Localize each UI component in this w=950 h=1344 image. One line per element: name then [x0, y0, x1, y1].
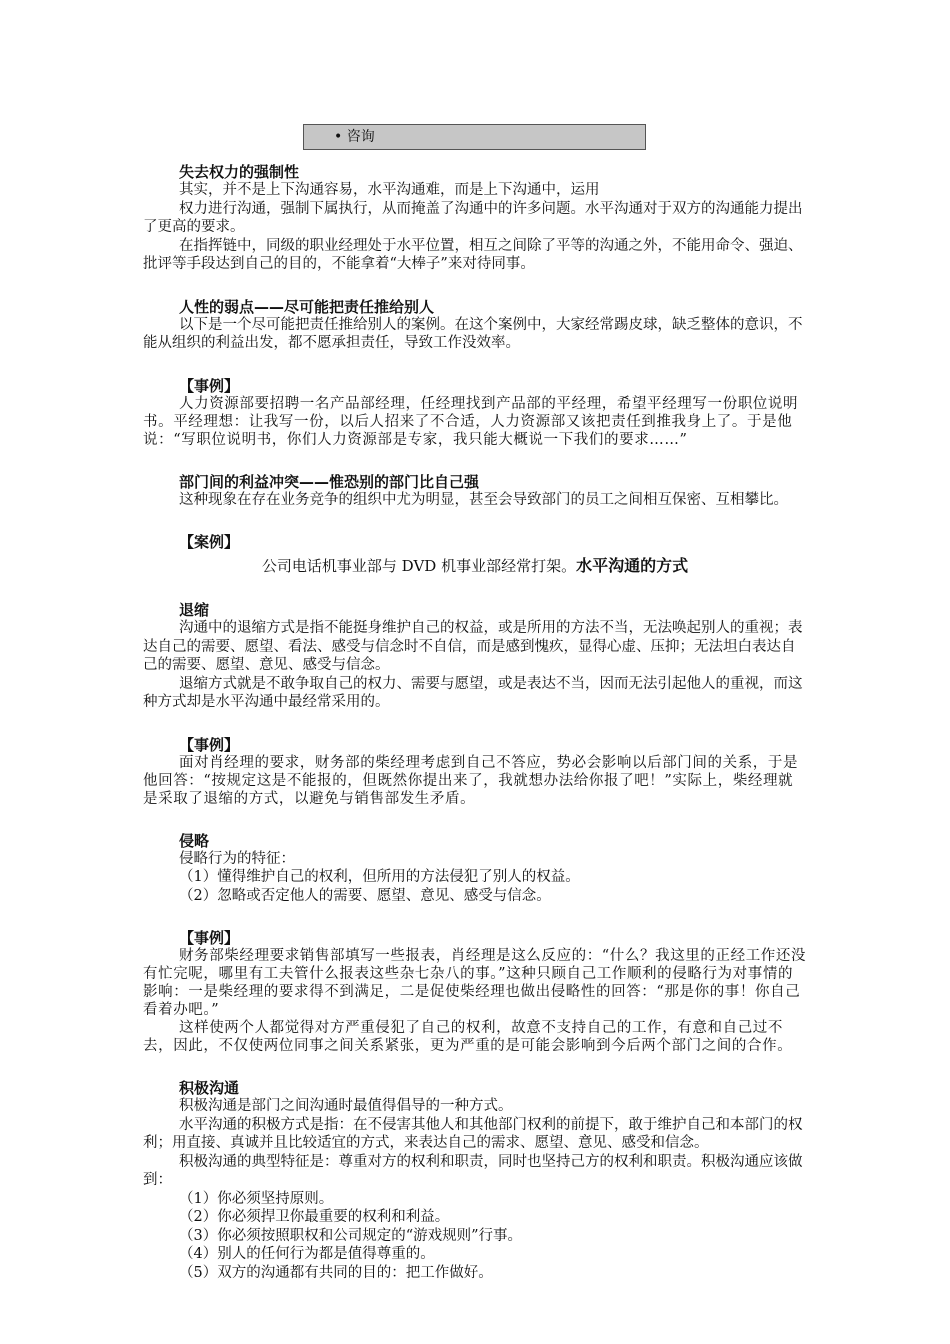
- paragraph: 这种现象在存在业务竞争的组织中尤为明显，甚至会导致部门的员工之间相互保密、互相攀比。: [179, 491, 788, 508]
- section-title: 人性的弱点——尽可能把责任推给别人: [179, 297, 435, 316]
- section-title: 退缩: [179, 601, 210, 619]
- section-title: 侵略: [179, 831, 210, 850]
- paragraph: 退缩方式就是不敢争取自己的权力、需要与愿望，或是表达不当，因而无法引起他人的重视，而这种方式却是水平沟通中最经常采用的。: [143, 675, 803, 710]
- list-item: （3）你必须按照职权和公司规定的“游戏规则”行事。: [179, 1227, 523, 1244]
- paragraph: 水平沟通的积极方式是指：在不侵害其他人和其他部门权利的前提下，敢于维护自己和本部门的权利；用直接、真诚并且比较适宜的方式，来表达自己的需求、愿望、意见、感受和信念。: [143, 1116, 803, 1151]
- paragraph: 在指挥链中，同级的职业经理处于水平位置，相互之间除了平等的沟通之外，不能用命令、强迫、批评等手段达到自己的目的，不能拿着“大棒子”来对待同事。: [143, 237, 803, 272]
- list-item: （5）双方的沟通都有共同的目的：把工作做好。: [179, 1264, 493, 1281]
- case-text: 公司电话机事业部与 DVD 机事业部经常打架。: [261, 557, 577, 575]
- list-item: （4）别人的任何行为都是值得尊重的。: [179, 1246, 435, 1262]
- paragraph: 积极沟通的典型特征是：尊重对方的权利和职责，同时也坚持己方的权利和职责。积极沟通应该做到：: [143, 1153, 803, 1188]
- paragraph: 沟通中的退缩方式是指不能挺身维护自己的权益，或是所用的方法不当，无法唤起别人的重视；表达自己的需要、愿望、看法、感受与信念时不自信，而是感到愧疚，显得心虚、压抑；无法坦白表达自己的需要、愿望、意见、感受与信念。: [143, 620, 803, 673]
- case-label: 【案例】: [179, 533, 240, 551]
- section-title: 积极沟通: [179, 1079, 240, 1097]
- category-banner: • 咨询: [303, 124, 646, 150]
- case-label: 【事例】: [179, 929, 240, 947]
- section-title: 失去权力的强制性: [179, 163, 300, 181]
- section-heading-inline: 水平沟通的方式: [576, 556, 689, 575]
- paragraph: 积极沟通是部门之间沟通时最值得倡导的一种方式。: [179, 1098, 513, 1114]
- case-text: 这样使两个人都觉得对方严重侵犯了自己的权利，故意不支持自己的工作，有意和自己过不去，因此，不仅使两位同事之间关系紧张，更为严重的是可能会影响到今后两个部门之间的合作。: [143, 1020, 793, 1054]
- case-label: 【事例】: [179, 735, 240, 754]
- section-title: 部门间的利益冲突——惟恐别的部门比自己强: [179, 472, 480, 491]
- paragraph: 以下是一个尽可能把责任推给别人的案例。在这个案例中，大家经常踢皮球，缺乏整体的意识，不能从组织的利益出发，都不愿承担责任，导致工作没效率。: [143, 316, 803, 351]
- paragraph: 其实，并不是上下沟通容易，水平沟通难，而是上下沟通中，运用: [179, 182, 600, 198]
- list-item: （1）你必须坚持原则。: [179, 1190, 334, 1207]
- list-item: （1）懂得维护自己的权利，但所用的方法侵犯了别人的权益。: [179, 869, 580, 885]
- list-item: （2）你必须捍卫你最重要的权利和利益。: [179, 1209, 450, 1225]
- document-body: [143, 163, 807, 1282]
- paragraph: 侵略行为的特征：: [179, 850, 295, 867]
- case-text: 人力资源部要招聘一名产品部经理，任经理找到产品部的平经理，希望平经理写一份职位说明书。平经理想：让我写一份，以后人招来了不合适，人力资源部又该把责任到推我身上了。于是他说：“写职位说明书，你们人力资源部是专家，我只能大概说一下我们的要求……”: [143, 395, 799, 448]
- paragraph: 权力进行沟通，强制下属执行，从而掩盖了沟通中的许多问题。水平沟通对于双方的沟通能力提出了更高的要求。: [143, 200, 803, 235]
- case-text: 财务部柴经理要求销售部填写一些报表，肖经理是这么反应的：“什么？我这里的正经工作还没有忙完呢，哪里有工夫管什么报表这些杂七杂八的事。”这种只顾自己工作顺利的侵略行为对事情的影响：一是柴经理的要求得不到满足，二是促使柴经理也做出侵略性的回答：“那是你的事！你自己看着办吧。”: [143, 948, 807, 1018]
- case-label: 【事例】: [179, 376, 240, 395]
- case-text: 面对肖经理的要求，财务部的柴经理考虑到自己不答应，势必会影响以后部门间的关系，于是他回答：“按规定这是不能报的，但既然你提出来了，我就想办法给你报了吧！”实际上，柴经理就是采取了退缩的方式，以避免与销售部发生矛盾。: [143, 754, 799, 807]
- case-line: [143, 555, 807, 577]
- list-item: （2）忽略或否定他人的需要、愿望、意见、感受与信念。: [179, 887, 551, 904]
